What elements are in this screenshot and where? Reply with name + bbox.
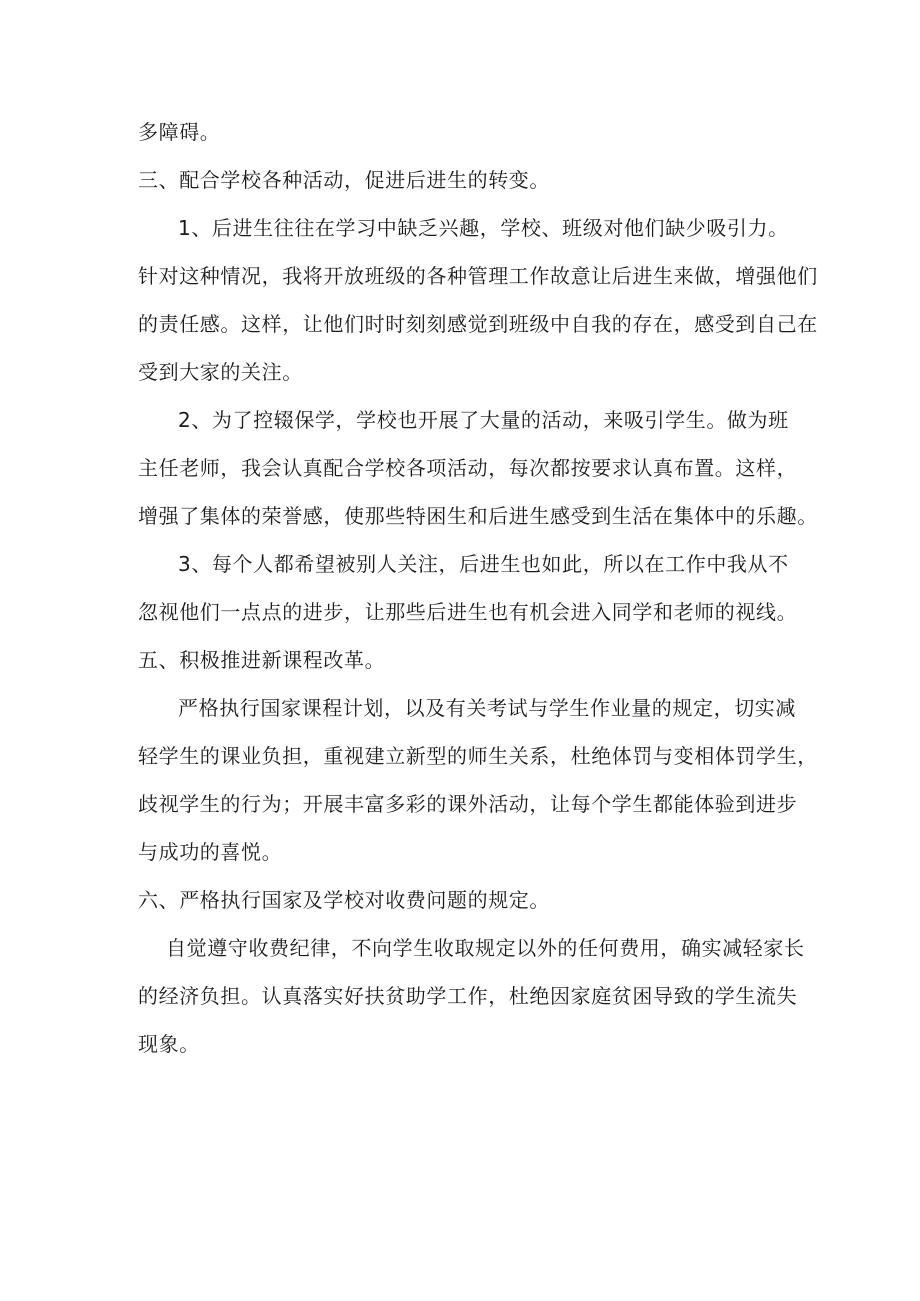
text-line: 轻学生的课业负担，重视建立新型的师生关系，杜绝体罚与变相体罚学生， (138, 744, 818, 768)
section-heading: 六、严格执行国家及学校对收费问题的规定。 (138, 888, 550, 912)
text-line: 2、为了控辍保学，学校也开展了大量的活动，来吸引学生。做为班 (178, 408, 789, 432)
text-line: 针对这种情况，我将开放班级的各种管理工作故意让后进生来做，增强他们 (138, 264, 818, 288)
text-line: 自觉遵守收费纪律，不向学生收取规定以外的任何费用，确实减轻家长 (166, 936, 805, 960)
section-heading: 三、配合学校各种活动，促进后进生的转变。 (138, 168, 550, 192)
text-line: 增强了集体的荣誉感，使那些特困生和后进生感受到生活在集体中的乐趣。 (138, 504, 818, 528)
text-line: 1、后进生往往在学习中缺乏兴趣，学校、班级对他们缺少吸引力。 (178, 216, 789, 240)
text-line: 忽视他们一点点的进步，让那些后进生也有机会进入同学和老师的视线。 (138, 600, 798, 624)
text-line: 3、每个人都希望被别人关注，后进生也如此，所以在工作中我从不 (178, 552, 789, 576)
text-line: 受到大家的关注。 (138, 360, 303, 384)
text-line: 严格执行国家课程计划，以及有关考试与学生作业量的规定，切实减 (178, 696, 796, 720)
text-line: 的经济负担。认真落实好扶贫助学工作，杜绝因家庭贫困导致的学生流失 (138, 984, 798, 1008)
text-line: 与成功的喜悦。 (138, 840, 283, 864)
text-line: 现象。 (138, 1032, 200, 1056)
text-line: 歧视学生的行为；开展丰富多彩的课外活动，让每个学生都能体验到进步 (138, 792, 798, 816)
text-line: 多障碍。 (138, 120, 221, 144)
section-heading: 五、积极推进新课程改革。 (138, 648, 386, 672)
text-line: 主任老师，我会认真配合学校各项活动，每次都按要求认真布置。这样， (138, 456, 798, 480)
text-line: 的责任感。这样，让他们时时刻刻感觉到班级中自我的存在，感受到自己在 (138, 312, 818, 336)
